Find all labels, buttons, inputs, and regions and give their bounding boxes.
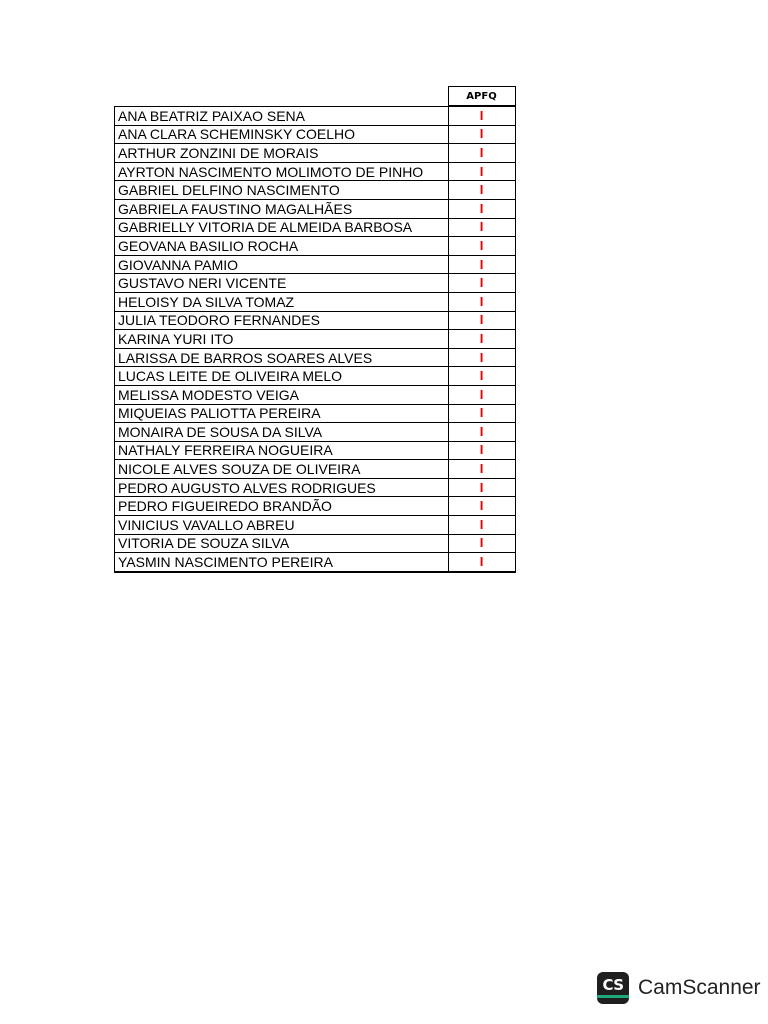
student-name-cell: HELOISY DA SILVA TOMAZ xyxy=(115,292,449,311)
student-name-cell: GABRIELLY VITORIA DE ALMEIDA BARBOSA xyxy=(115,218,449,237)
status-mark-cell: I xyxy=(448,330,515,349)
table-row xyxy=(115,237,516,256)
column-header-apfq: APFQ xyxy=(448,87,515,107)
table-row xyxy=(115,423,516,442)
student-name-cell: GABRIELA FAUSTINO MAGALHÃES xyxy=(115,199,449,218)
table-row xyxy=(115,292,516,311)
status-mark-cell: I xyxy=(448,385,515,404)
student-name-cell: JULIA TEODORO FERNANDES xyxy=(115,311,449,330)
student-name-cell: NATHALY FERREIRA NOGUEIRA xyxy=(115,441,449,460)
status-mark-cell: I xyxy=(448,367,515,386)
table-row xyxy=(115,181,516,200)
status-mark-cell: I xyxy=(448,311,515,330)
student-roster-table xyxy=(114,86,516,573)
status-mark-cell: I xyxy=(448,218,515,237)
table-row xyxy=(115,348,516,367)
logo-accent-bar xyxy=(597,995,629,998)
table-row xyxy=(115,125,516,144)
roster-body xyxy=(115,106,516,572)
table-row xyxy=(115,330,516,349)
logo-text: CS xyxy=(602,976,624,994)
student-name-cell: VITORIA DE SOUZA SILVA xyxy=(115,534,449,553)
brand-name: CamScanner xyxy=(638,976,761,999)
status-mark-cell: I xyxy=(448,144,515,163)
status-mark-cell: I xyxy=(448,553,515,572)
student-name-cell: GUSTAVO NERI VICENTE xyxy=(115,274,449,293)
status-mark-cell: I xyxy=(448,162,515,181)
table-row xyxy=(115,460,516,479)
status-mark-cell: I xyxy=(448,404,515,423)
student-name-cell: GIOVANNA PAMIO xyxy=(115,255,449,274)
student-name-cell: KARINA YURI ITO xyxy=(115,330,449,349)
header-row xyxy=(115,87,516,107)
student-name-cell: MIQUEIAS PALIOTTA PEREIRA xyxy=(115,404,449,423)
student-name-cell: AYRTON NASCIMENTO MOLIMOTO DE PINHO xyxy=(115,162,449,181)
status-mark-cell: I xyxy=(448,460,515,479)
student-name-cell: ANA BEATRIZ PAIXAO SENA xyxy=(115,106,449,125)
status-mark-cell: I xyxy=(448,255,515,274)
student-name-cell: ANA CLARA SCHEMINSKY COELHO xyxy=(115,125,449,144)
status-mark-cell: I xyxy=(448,441,515,460)
student-name-cell: NICOLE ALVES SOUZA DE OLIVEIRA xyxy=(115,460,449,479)
student-name-cell: LARISSA DE BARROS SOARES ALVES xyxy=(115,348,449,367)
table-row xyxy=(115,478,516,497)
student-name-cell: MELISSA MODESTO VEIGA xyxy=(115,385,449,404)
status-mark-cell: I xyxy=(448,274,515,293)
table-row xyxy=(115,106,516,125)
table-row xyxy=(115,255,516,274)
student-name-cell: GABRIEL DELFINO NASCIMENTO xyxy=(115,181,449,200)
table-row xyxy=(115,311,516,330)
status-mark-cell: I xyxy=(448,199,515,218)
student-name-cell: MONAIRA DE SOUSA DA SILVA xyxy=(115,423,449,442)
table-row xyxy=(115,441,516,460)
table-row xyxy=(115,199,516,218)
status-mark-cell: I xyxy=(448,292,515,311)
table-row xyxy=(115,218,516,237)
table-row xyxy=(115,497,516,516)
status-mark-cell: I xyxy=(448,423,515,442)
table-row xyxy=(115,144,516,163)
student-name-cell: ARTHUR ZONZINI DE MORAIS xyxy=(115,144,449,163)
table-row xyxy=(115,553,516,572)
student-name-cell: GEOVANA BASILIO ROCHA xyxy=(115,237,449,256)
table-row xyxy=(115,162,516,181)
student-name-cell: PEDRO AUGUSTO ALVES RODRIGUES xyxy=(115,478,449,497)
table-row xyxy=(115,516,516,535)
student-name-cell: LUCAS LEITE DE OLIVEIRA MELO xyxy=(115,367,449,386)
table-row xyxy=(115,367,516,386)
student-name-cell: PEDRO FIGUEIREDO BRANDÃO xyxy=(115,497,449,516)
table-row xyxy=(115,385,516,404)
status-mark-cell: I xyxy=(448,534,515,553)
status-mark-cell: I xyxy=(448,181,515,200)
status-mark-cell: I xyxy=(448,478,515,497)
status-mark-cell: I xyxy=(448,497,515,516)
status-mark-cell: I xyxy=(448,106,515,125)
student-name-cell: YASMIN NASCIMENTO PEREIRA xyxy=(115,553,449,572)
table-row xyxy=(115,404,516,423)
status-mark-cell: I xyxy=(448,516,515,535)
table-row xyxy=(115,274,516,293)
table-row xyxy=(115,534,516,553)
camscanner-watermark xyxy=(597,972,761,1004)
camscanner-logo xyxy=(597,972,629,1004)
status-mark-cell: I xyxy=(448,348,515,367)
student-name-cell: VINICIUS VAVALLO ABREU xyxy=(115,516,449,535)
status-mark-cell: I xyxy=(448,237,515,256)
header-blank-cell xyxy=(115,87,449,107)
status-mark-cell: I xyxy=(448,125,515,144)
